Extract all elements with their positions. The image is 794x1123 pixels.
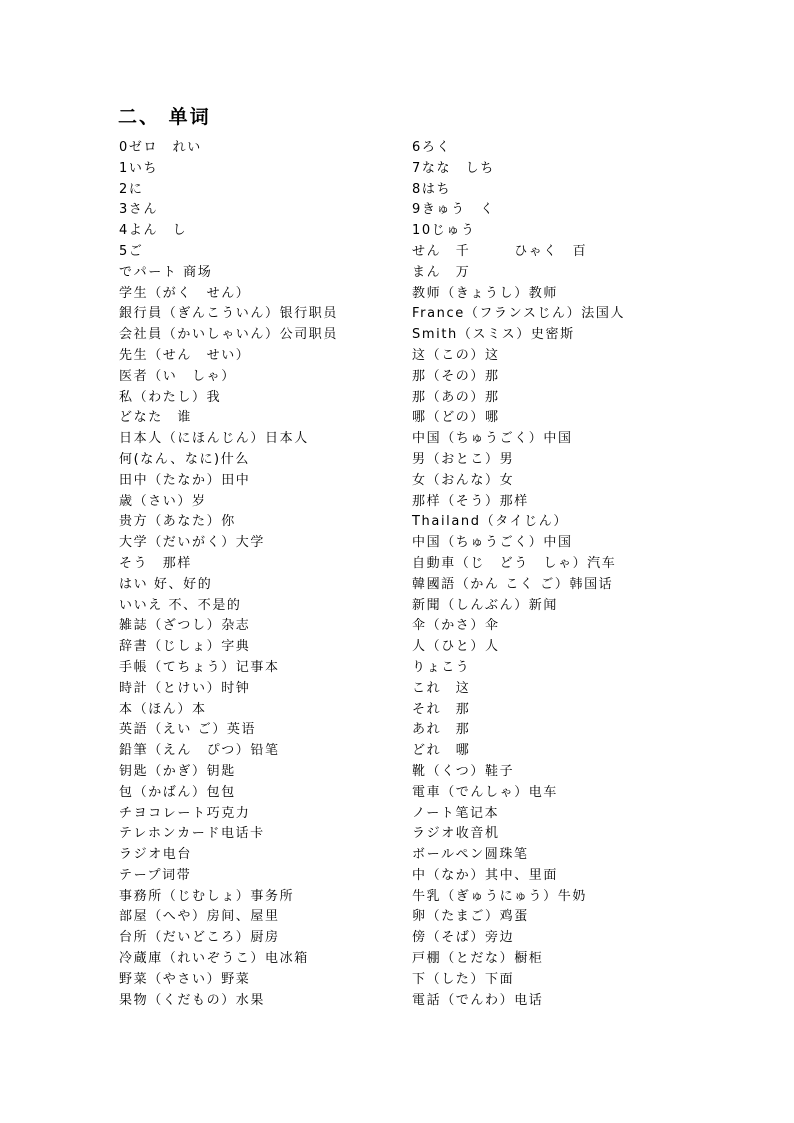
vocab-entry: まん 万: [412, 264, 471, 280]
vocab-entry: 中（なか）其中、里面: [412, 867, 559, 883]
vocab-entry: 钥匙（かぎ）钥匙: [119, 763, 236, 779]
vocab-entry: 田中（たなか）田中: [119, 472, 251, 488]
vocab-entry: 下（した）下面: [412, 971, 515, 987]
vocab-entry: 鉛筆（えん ぴつ）铅笔: [119, 743, 280, 759]
vocab-entry: France（フランスじん）法国人: [412, 306, 626, 322]
vocab-entry: Smith（スミス）史密斯: [412, 327, 575, 343]
vocab-entry: 中国（ちゅうごく）中国: [412, 431, 573, 447]
vocab-entry: どれ 哪: [412, 743, 471, 759]
vocab-entry: 何(なん、なに)什么: [119, 451, 250, 467]
vocab-entry: 電車（でんしゃ）电车: [412, 784, 559, 800]
vocab-entry: 4よん し: [119, 223, 188, 239]
section-heading: 二、 单词: [118, 106, 211, 128]
vocab-entry: 9きゅう く: [412, 202, 495, 218]
vocab-entry: あれ 那: [412, 722, 471, 738]
vocab-entry: 7なな しち: [412, 160, 495, 176]
vocab-entry: そう 那样: [119, 555, 193, 571]
vocab-entry: 私（わたし）我: [119, 389, 222, 405]
vocab-entry: 包（かばん）包包: [119, 784, 236, 800]
vocab-entry: 那（その）那: [412, 368, 500, 384]
vocab-entry: 日本人（にほんじん）日本人: [119, 431, 309, 447]
vocab-entry: テレホンカード电话卡: [119, 826, 265, 842]
vocab-entry: 那（あの）那: [412, 389, 500, 405]
vocab-entry: 自動車（じ どう しゃ）汽车: [412, 555, 617, 571]
vocab-entry: 1いち: [119, 160, 159, 176]
vocab-entry: でパート 商场: [119, 264, 213, 280]
vocab-entry: 5ご: [119, 243, 144, 259]
vocab-entry: 医者（い しゃ）: [119, 368, 236, 384]
vocab-entry: 0ゼロ れい: [119, 140, 202, 155]
vocab-entry: 野菜（やさい）野菜: [119, 971, 251, 987]
vocab-entry: 那样（そう）那样: [412, 493, 529, 509]
vocab-entry: 電話（でんわ）电话: [412, 992, 544, 1008]
vocab-entry: 这（この）这: [412, 347, 500, 363]
vocab-entry: 冷蔵庫（れいぞうこ）电冰箱: [119, 951, 309, 967]
vocab-entry: 新聞（しんぶん）新闻: [412, 597, 559, 613]
vocab-entry: せん 千 ひゃく 百: [412, 243, 588, 259]
vocab-entry: 3さん: [119, 202, 159, 218]
vocab-entry: 時計（とけい）时钟: [119, 680, 251, 696]
vocab-entry: 贵方（あなた）你: [119, 514, 236, 530]
vocab-entry: 6ろく: [412, 140, 452, 155]
vocab-entry: 靴（くつ）鞋子: [412, 763, 515, 779]
vocab-column-left: [119, 138, 399, 1011]
vocab-column-right: [412, 138, 752, 1011]
vocab-entry: 部屋（へや）房间、屋里: [119, 909, 280, 925]
vocab-entry: 8はち: [412, 181, 452, 197]
vocab-entry: ラジオ收音机: [412, 826, 500, 842]
vocab-entry: 牛乳（ぎゅうにゅう）牛奶: [412, 888, 587, 904]
vocab-entry: Thailand（タイじん）: [412, 514, 568, 530]
vocab-entry: どなた 谁: [119, 410, 193, 426]
vocab-entry: いいえ 不、不是的: [119, 597, 242, 613]
vocab-entry: 手帳（てちょう）记事本: [119, 659, 280, 675]
vocab-entry: これ 这: [412, 680, 471, 696]
vocab-entry: 歳（さい）岁: [119, 493, 207, 509]
vocab-entry: 男（おとこ）男: [412, 451, 515, 467]
vocab-entry: 先生（せん せい）: [119, 347, 251, 363]
vocab-entry: りょこう: [412, 659, 471, 675]
vocab-entry: 女（おんな）女: [412, 472, 515, 488]
vocab-entry: 哪（どの）哪: [412, 410, 500, 426]
vocab-entry: 会社員（かいしゃいん）公司职员: [119, 327, 339, 343]
vocab-entry: 大学（だいがく）大学: [119, 535, 266, 551]
vocab-entry: 果物（くだもの）水果: [119, 992, 266, 1008]
vocab-entry: ラジオ电台: [119, 847, 193, 863]
vocab-entry: チヨコレート巧克力: [119, 805, 251, 821]
vocab-entry: 英語（えい ご）英语: [119, 722, 257, 738]
vocab-entry: ノート笔记本: [412, 805, 500, 821]
vocab-entry: はい 好、好的: [119, 576, 213, 592]
vocab-entry: 傍（そば）旁边: [412, 930, 515, 946]
vocab-entry: 辞書（じしょ）字典: [119, 639, 251, 655]
vocab-entry: 10じゅう: [412, 223, 476, 239]
vocab-entry: 戸棚（とだな）橱柜: [412, 951, 544, 967]
vocab-entry: 中国（ちゅうごく）中国: [412, 535, 573, 551]
vocab-entry: 伞（かさ）伞: [412, 618, 500, 634]
vocab-entry: それ 那: [412, 701, 471, 717]
vocab-entry: 学生（がく せん）: [119, 285, 251, 301]
vocab-entry: ボールペン圆珠笔: [412, 847, 529, 863]
vocab-entry: 2に: [119, 181, 144, 197]
vocab-entry: 雑誌（ざつし）杂志: [119, 618, 251, 634]
vocab-entry: テープ词带: [119, 867, 192, 883]
vocab-entry: 韓國語（かん こく ご）韩国话: [412, 576, 614, 592]
vocab-entry: 台所（だいどころ）厨房: [119, 930, 280, 946]
vocab-entry: 銀行員（ぎんこういん）银行职员: [119, 306, 339, 322]
vocab-entry: 本（ほん）本: [119, 701, 207, 717]
vocab-entry: 教师（きょうし）教师: [412, 285, 559, 301]
vocab-entry: 卵（たまご）鸡蛋: [412, 909, 529, 925]
vocab-entry: 事務所（じむしょ）事务所: [119, 888, 295, 904]
vocab-entry: 人（ひと）人: [412, 639, 500, 655]
